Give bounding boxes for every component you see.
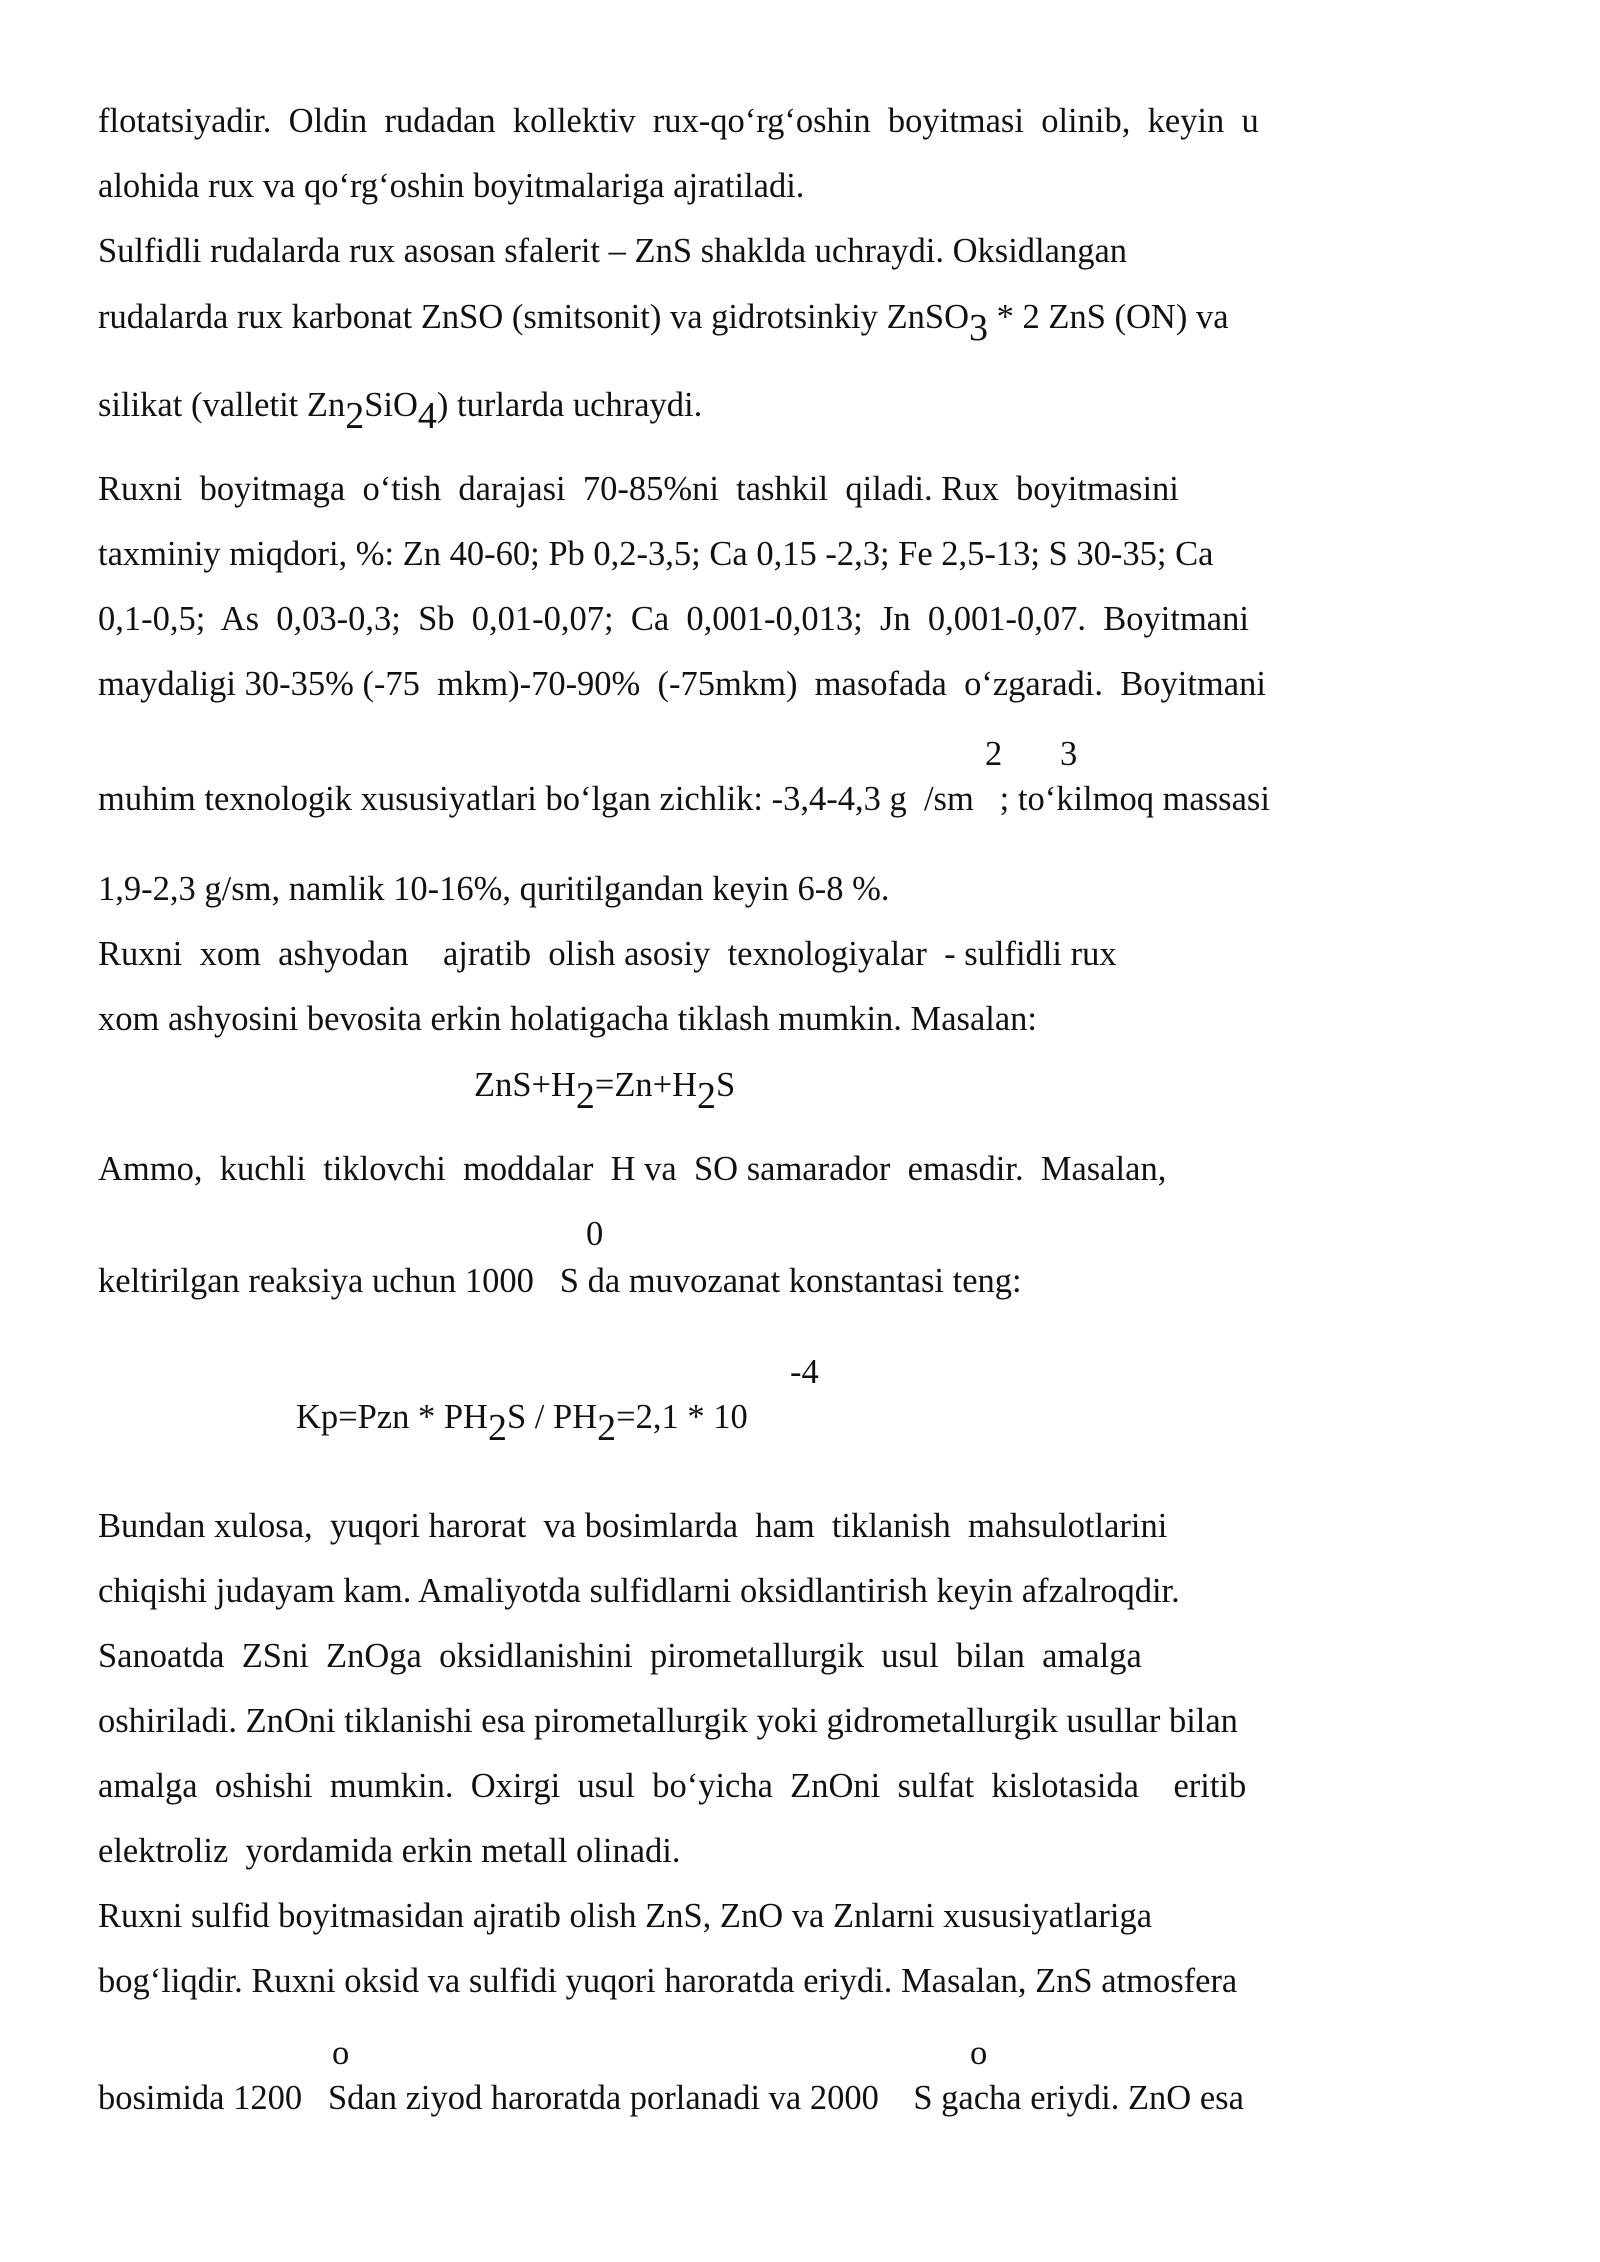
text-line: Ruxni xom ashyodan ajratib olish asosiy texnologiyalar - sulfidli rux bbox=[98, 935, 1117, 973]
text-line: Bundan xulosa, yuqori harorat va bosimlarda ham tiklanish mahsulotlarini bbox=[98, 1507, 1168, 1545]
text-line: oshiriladi. ZnOni tiklanishi esa pirometallurgik yoki gidrometallurgik usullar bilan bbox=[98, 1702, 1238, 1740]
text-run: SiO bbox=[364, 386, 418, 424]
text-line: bog‘liqdir. Ruxni oksid va sulfidi yuqori haroratda eriydi. Masalan, ZnS atmosfera bbox=[98, 1962, 1238, 2000]
text-run: * 2 ZnS (ON) va bbox=[988, 298, 1229, 336]
text-line: Sanoatda ZSni ZnOga oksidlanishini pirometallurgik usul bilan amalga bbox=[98, 1637, 1142, 1675]
superscript: 2 bbox=[985, 735, 1003, 773]
text-run: S / PH bbox=[506, 1398, 598, 1436]
subscript: 4 bbox=[417, 395, 437, 437]
text-line: keltirilgan reaksiya uchun 1000 S da muvozanat konstantasi teng: bbox=[98, 1262, 1022, 1300]
text-line: 0,1-0,5; As 0,03-0,3; Sb 0,01-0,07; Ca 0,001-0,013; Jn 0,001-0,07. Boyitmani bbox=[98, 600, 1249, 638]
text-line: Ruxni sulfid boyitmasidan ajratib olish ZnS, ZnO va Znlarni xususiyatlariga bbox=[98, 1897, 1153, 1935]
text-run: ) turlarda uchraydi. bbox=[436, 386, 703, 424]
equation bbox=[474, 1064, 736, 1117]
text-line: Ruxni boyitmaga o‘tish darajasi 70-85%ni tashkil qiladi. Rux boyitmasini bbox=[98, 470, 1179, 508]
text-line: elektroliz yordamida erkin metall olinadi. bbox=[98, 1832, 681, 1870]
text-line: xom ashyosini bevosita erkin holatigacha tiklash mumkin. Masalan: bbox=[98, 1000, 1037, 1038]
text-line: bosimida 1200 Sdan ziyod haroratda porlanadi va 2000 S gacha eriydi. ZnO esa bbox=[98, 2079, 1244, 2117]
text-run: =2,1 * 10 bbox=[616, 1398, 748, 1436]
text-run: silikat (valletit Zn bbox=[98, 386, 346, 424]
subscript: 3 bbox=[969, 307, 988, 349]
superscript: 0 bbox=[586, 1215, 604, 1253]
text-run: Kp=Pzn * PH bbox=[296, 1398, 488, 1436]
text-line: taxminiy miqdori, %: Zn 40-60; Pb 0,2-3,5; Ca 0,15 -2,3; Fe 2,5-13; S 30-35; Ca bbox=[98, 535, 1214, 573]
subscript: 2 bbox=[575, 1075, 595, 1117]
superscript: 3 bbox=[1060, 735, 1078, 773]
text-run: S bbox=[716, 1066, 736, 1104]
text-line: flotatsiyadir. Oldin rudadan kollektiv rux-qo‘rg‘oshin boyitmasi olinib, keyin u bbox=[98, 102, 1259, 140]
text-line: Ammo, kuchli tiklovchi moddalar H va SO samarador emasdir. Masalan, bbox=[98, 1150, 1167, 1188]
subscript: 2 bbox=[697, 1075, 717, 1117]
superscript: o bbox=[970, 2034, 988, 2072]
subscript: 2 bbox=[597, 1407, 617, 1449]
subscript: 2 bbox=[487, 1407, 507, 1449]
text-line: 1,9-2,3 g/sm, namlik 10-16%, quritilgandan keyin 6-8 %. bbox=[98, 870, 890, 908]
text-line: amalga oshishi mumkin. Oxirgi usul bo‘yicha ZnOni sulfat kislotasida eritib bbox=[98, 1767, 1247, 1805]
text-line: alohida rux va qo‘rg‘oshin boyitmalariga ajratiladi. bbox=[98, 167, 805, 205]
superscript: o bbox=[332, 2034, 350, 2072]
subscript: 2 bbox=[345, 395, 365, 437]
text-run: =Zn+H bbox=[594, 1066, 698, 1104]
text-line bbox=[98, 384, 703, 437]
text-run: rudalarda rux karbonat ZnSO (smitsonit) va gidrotsinkiy ZnSO bbox=[98, 298, 969, 336]
text-line: muhim texnologik xususiyatlari bo‘lgan zichlik: -3,4-4,3 g /sm ; to‘kilmoq massasi bbox=[98, 780, 1270, 818]
text-line bbox=[98, 296, 1229, 349]
text-line: maydaligi 30-35% (-75 mkm)-70-90% (-75mkm) masofada o‘zgaradi. Boyitmani bbox=[98, 665, 1266, 703]
text-run: ZnS+H bbox=[474, 1066, 576, 1104]
equation bbox=[296, 1396, 748, 1449]
text-line: Sulfidli rudalarda rux asosan sfalerit – ZnS shaklda uchraydi. Oksidlangan bbox=[98, 232, 1128, 270]
text-line: chiqishi judayam kam. Amaliyotda sulfidlarni oksidlantirish keyin afzalroqdir. bbox=[98, 1572, 1180, 1610]
superscript: -4 bbox=[790, 1353, 819, 1391]
